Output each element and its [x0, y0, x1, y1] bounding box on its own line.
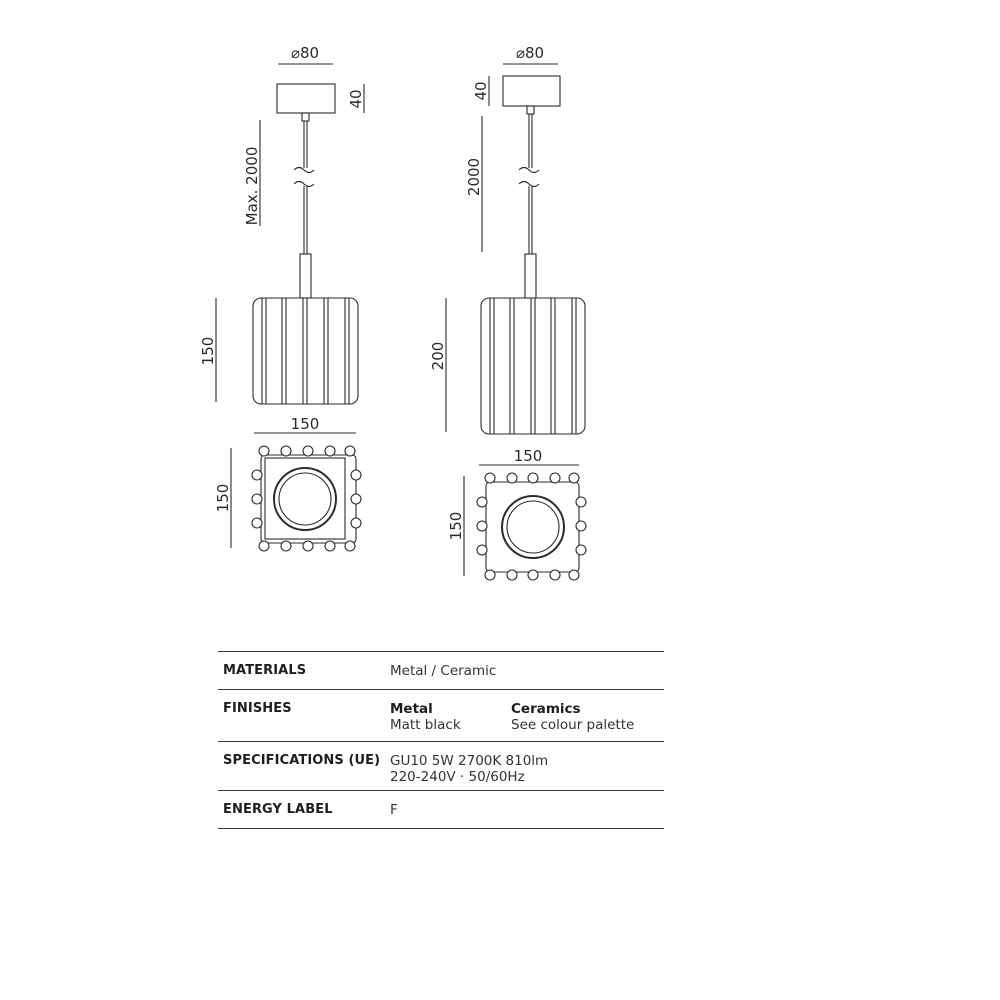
- cable-length-label: Max. 2000: [243, 146, 261, 226]
- materials-label: MATERIALS: [223, 663, 307, 678]
- ceramic-shade-plan-right: [477, 473, 586, 580]
- energy-label: ENERGY LABEL: [223, 802, 333, 817]
- ceramic-shade-plan: [252, 446, 361, 551]
- finish-ceramics-title: Ceramics: [511, 701, 581, 717]
- finish-ceramics: [511, 701, 634, 733]
- cable-break-mark-right: [519, 168, 539, 173]
- plan-width-label-right: 150: [513, 447, 543, 465]
- shade-ribs: [262, 298, 349, 404]
- materials-row: [218, 651, 664, 689]
- specifications-value: [390, 753, 548, 785]
- cable-connector: [302, 113, 309, 121]
- plan-depth-label: 150: [214, 483, 232, 513]
- finish-ceramics-value: See colour palette: [511, 717, 635, 733]
- finish-metal-value: Matt black: [390, 717, 461, 733]
- ceiling-canopy-right: [503, 76, 560, 106]
- specifications-table: [218, 651, 664, 829]
- ceramic-shade-side-right: [481, 298, 585, 434]
- canopy-diameter-label-right: ⌀80: [515, 44, 545, 62]
- energy-value: F: [390, 802, 398, 818]
- energy-label-row: [218, 790, 664, 829]
- canopy-diameter-label: ⌀80: [290, 44, 320, 62]
- lamp-holder-right: [525, 254, 536, 298]
- ceiling-canopy: [277, 84, 335, 113]
- specifications-label: SPECIFICATIONS (UE): [223, 753, 381, 768]
- ceramic-shade-side: [253, 298, 358, 404]
- canopy-height-label-right: 40: [472, 81, 490, 101]
- finishes-row: [218, 689, 664, 741]
- materials-value: Metal / Ceramic: [390, 663, 497, 679]
- lamp-holder: [300, 254, 311, 298]
- finish-metal: [390, 701, 461, 733]
- plan-depth-label-right: 150: [447, 511, 465, 541]
- specifications-line-2: 220-240V · 50/60Hz: [390, 769, 525, 785]
- specifications-line-1: GU10 5W 2700K 810lm: [390, 753, 549, 769]
- shade-ribs-right: [490, 298, 576, 434]
- specifications-row: [218, 741, 664, 790]
- cable-break-mark: [294, 168, 314, 173]
- finish-metal-title: Metal: [390, 701, 433, 717]
- plan-width-label: 150: [290, 415, 320, 433]
- shade-height-label-right: 200: [429, 341, 447, 371]
- cable-length-label-right: 2000: [465, 157, 483, 197]
- canopy-height-label: 40: [347, 89, 365, 109]
- cable-connector-right: [527, 106, 534, 114]
- finishes-label: FINISHES: [223, 701, 292, 716]
- shade-height-label: 150: [199, 336, 217, 366]
